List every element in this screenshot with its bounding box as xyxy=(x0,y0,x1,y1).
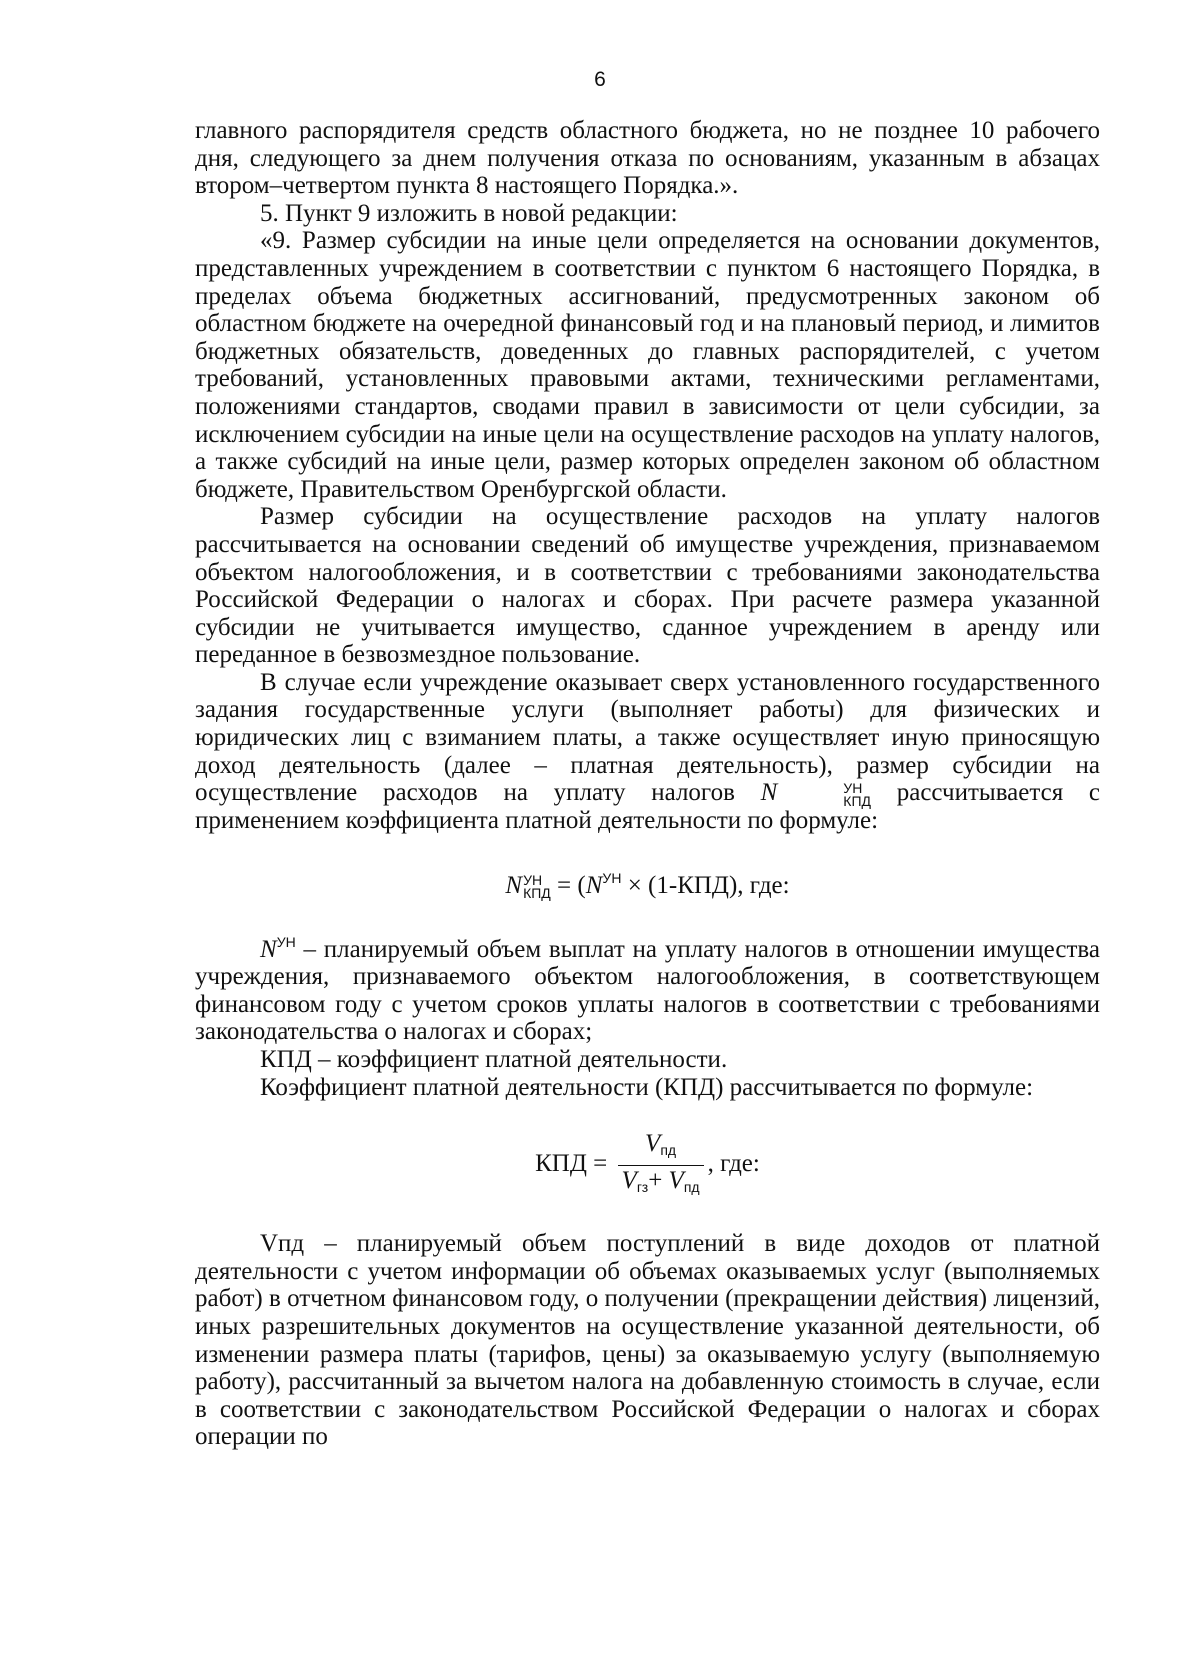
def-n-sup: УН xyxy=(276,933,296,950)
paragraph-paid-activity-end: рассчитывается с применением коэффициента платной деятельности по формуле: xyxy=(195,779,1101,835)
paragraph-paid-activity-text: В случае если учреждение оказывает сверх установленного государственного задания государственные услуги (выполняет работы) для физических и юридических лиц с взиманием платы, а также осуществляет иную приносящую доход деятельность (далее – платная деятельность), размер субсидии на осуществление расходов на уплату налогов xyxy=(195,668,1100,807)
paragraph-tax-subsidy: Размер субсидии на осуществление расходов на уплату налогов рассчитывается на основании сведений об имуществе учреждения, признаваемом объектом налогообложения, и в соответствии с требованиями законодательства Российской Федерации о налогах и сборах. При расчете размера указанной субсидии не учитывается имущество, сданное учреждением в аренду или переданное в безвозмездное пользование. xyxy=(195,503,1100,669)
def-n-text: – планируемый объем выплат на уплату налогов в отношении имущества учреждения, признаваемого объектом налогообложения, в соответствующем финансовом году с учетом сроков уплаты налогов в соответствии с требованиями законодательства о налогах и сборах; xyxy=(195,935,1100,1046)
den-v2-sub: пд xyxy=(683,1179,700,1196)
den-v2: V xyxy=(668,1167,684,1195)
paragraph-kpd-definition: КПД – коэффициент платной деятельности. xyxy=(260,1046,728,1074)
symbol-sub-sup xyxy=(778,779,871,809)
symbol-superscript: УН xyxy=(843,779,863,796)
paragraph-paid-activity xyxy=(195,669,1100,835)
paragraph-nun-definition xyxy=(195,929,1100,1046)
formula-n-sub-sup xyxy=(523,874,551,899)
fraction-denominator xyxy=(618,1166,704,1202)
formula-kpd: КПД xyxy=(677,871,729,899)
num-v: V xyxy=(645,1130,661,1158)
den-plus: + xyxy=(648,1167,669,1195)
formula-kpd xyxy=(195,1129,1100,1202)
paragraph-kpd-formula-intro: Коэффициент платной деятельности (КПД) рассчитывается по формуле: xyxy=(260,1073,1034,1101)
paragraph-continuation: главного распорядителя средств областного бюджета, но не позднее 10 рабочего дня, следующего за днем получения отказа по основаниям, указанным в абзацах втором–четвертом пункта 8 настоящего Порядка.». xyxy=(195,117,1100,200)
symbol-subscript: КПД xyxy=(843,792,871,809)
formula-tax-subsidy xyxy=(195,863,1100,901)
formula-eq: = ( xyxy=(550,871,586,899)
formula2-kpd: КПД xyxy=(535,1150,587,1178)
paragraph-item-5: 5. Пункт 9 изложить в новой редакции: xyxy=(260,199,678,227)
formula-n2-sup: УН xyxy=(602,869,622,886)
paragraph-item-9: «9. Размер субсидии на иные цели определяется на основании документов, представленных учреждением в соответствии с пунктом 6 настоящего Порядка, в пределах объема бюджетных ассигнований, предусмотренных законом об областном бюджете на очередной финансовый год и на плановый период, и лимитов бюджетных обязательств, доведенных до главных распорядителей, с учетом требований, установленных правовыми актами, техническими регламентами, положениями стандартов, сводами правил в зависимости от цели субсидии, за исключением субсидии на иные цели на осуществление расходов на уплату налогов, а также субсидий на иные цели, размер которых определен законом об областном бюджете, Правительством Оренбургской области. xyxy=(195,227,1100,503)
document-body xyxy=(195,117,1100,1451)
den-v1-sub: гз xyxy=(636,1179,649,1196)
symbol-n: N xyxy=(760,779,778,807)
paragraph-vpd-definition xyxy=(195,1230,1100,1451)
den-v1: V xyxy=(621,1167,637,1195)
formula-n2: N xyxy=(585,871,603,899)
fraction xyxy=(618,1129,704,1202)
num-v-sub: пд xyxy=(660,1142,677,1159)
formula-n-sup: УН xyxy=(523,872,543,889)
formula-times: × (1- xyxy=(621,871,678,899)
formula-end: ), где: xyxy=(728,871,790,899)
formula-n-sub: КПД xyxy=(523,884,551,901)
fraction-numerator xyxy=(618,1129,704,1166)
vpd-text: – планируемый объем поступлений в виде доходов от платной деятельности с учетом информации об объемах оказываемых услуг (выполняемых работ) в отчетном финансовом году, о получении (прекращении действия) лицензий, иных разрешительных документов на осуществление указанной деятельности, об изменении размера платы (тарифов, цены) за оказываемую услугу (выполняемую работу), рассчитанный за вычетом налога на добавленную стоимость в случае, если в соответствии с законодательством Российской Федерации о налогах и сборах операции по xyxy=(195,1230,1100,1451)
formula-n: N xyxy=(505,871,523,899)
def-n: N xyxy=(260,935,277,963)
page-number: 6 xyxy=(594,68,606,91)
formula2-eq: = xyxy=(586,1150,614,1178)
vpd-label: Vпд xyxy=(260,1230,305,1258)
formula2-end: , где: xyxy=(707,1150,760,1178)
